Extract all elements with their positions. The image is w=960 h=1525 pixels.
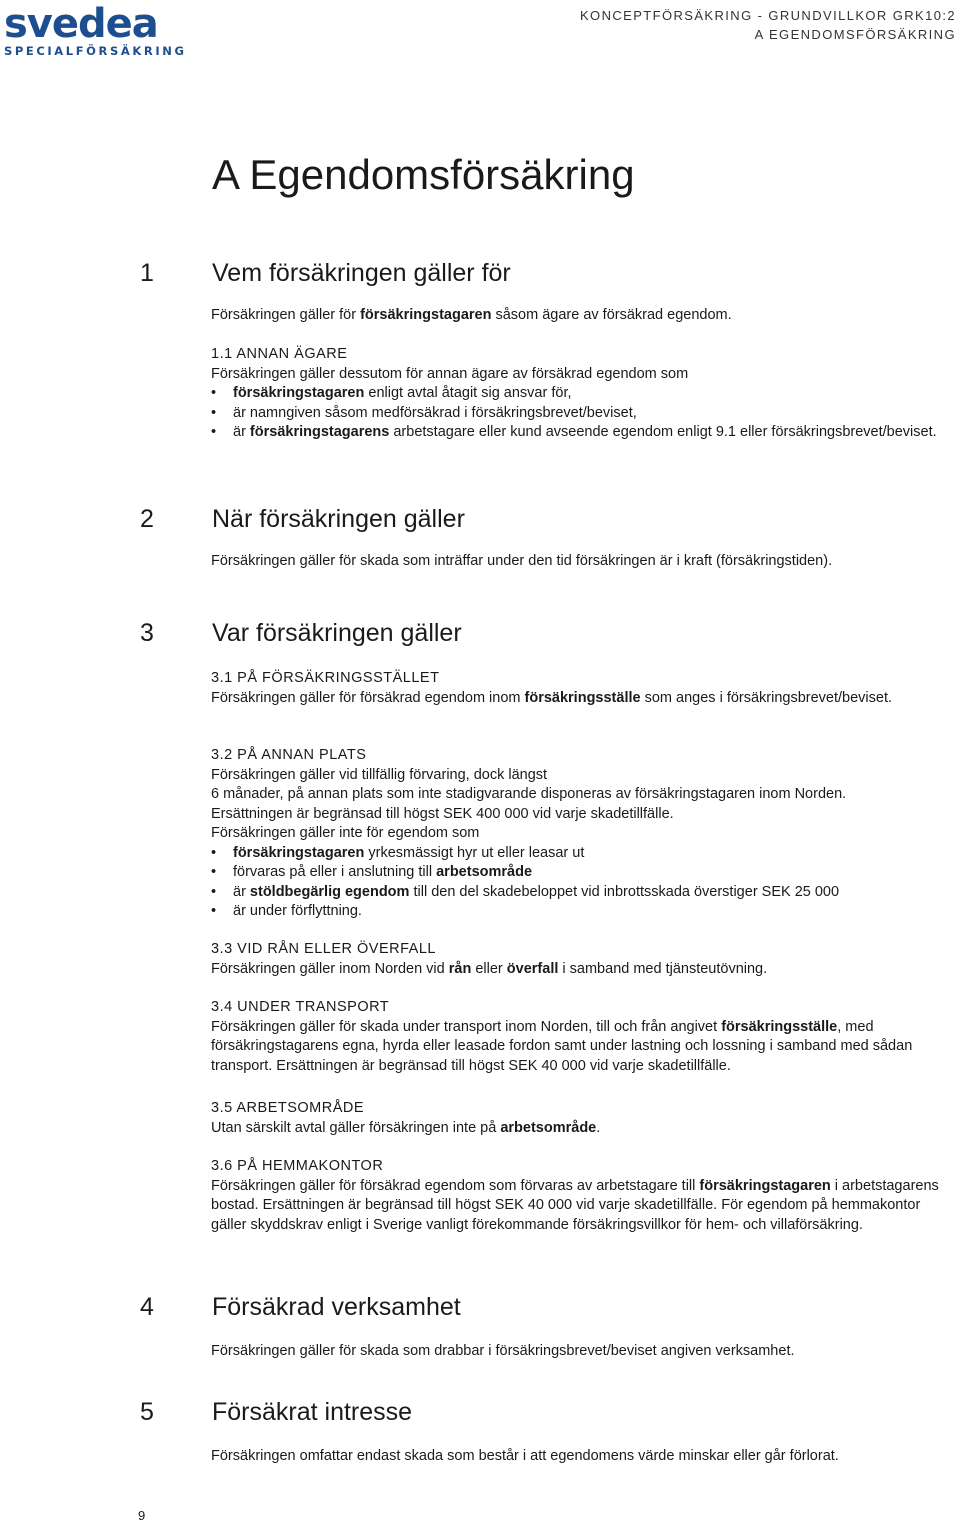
list-item: • är namngiven såsom medförsäkrad i försäkringsbrevet/beviset, <box>211 404 951 424</box>
section-title: Försäkrat intresse <box>212 1398 413 1426</box>
paragraph: Försäkringen gäller vid tillfällig förvaring, dock längst <box>211 766 548 783</box>
section-5-text: Försäkringen omfattar endast skada som består i att egendomens värde minskar eller går förlorat. <box>211 1448 839 1464</box>
section-4-text: Försäkringen gäller för skada som drabbar i försäkringsbrevet/beviset angiven verksamhet. <box>211 1343 795 1359</box>
list-item: • försäkringstagaren enligt avtal åtagit sig ansvar för, <box>211 384 951 404</box>
logo-tagline: SPECIALFÖRSÄKRING <box>4 44 187 58</box>
subsection-heading: 3.5 ARBETSOMRÅDE <box>211 1100 365 1116</box>
section-title: Försäkrad verksamhet <box>212 1293 461 1321</box>
subsection-heading: 3.3 VID RÅN ELLER ÖVERFALL <box>211 941 436 957</box>
section-5-heading <box>0 1395 960 1429</box>
section-1-intro: Försäkringen gäller för försäkringstagaren såsom ägare av försäkrad egendom. <box>211 307 732 323</box>
section-4-heading <box>0 1290 960 1324</box>
paragraph: Försäkringen gäller inom Norden vid rån eller överfall i samband med tjänsteutövning. <box>211 960 768 977</box>
paragraph: 6 månader, på annan plats som inte stadigvarande disponeras av försäkringstagaren inom Norden. <box>211 786 847 802</box>
list-item: • försäkringstagaren yrkesmässigt hyr ut eller leasar ut <box>211 844 951 864</box>
subsection-1-1 <box>211 345 951 443</box>
svedea-logo <box>4 1 187 58</box>
section-title: Var försäkringen gäller <box>212 619 462 647</box>
paragraph: Försäkringen gäller för försäkrad egendom som förvaras av arbetstagare till försäkringstagaren i arbetstagarens bostad. Ersättningen är begränsad till högst SEK 40 000 vid varje skadetillfälle. För egendom på hemmakontor gäller skyddskrav enligt i Sverige vanligt förekommande försäkringsvillkor för hem- och villaförsäkring. <box>211 1177 939 1233</box>
subsection-3-1 <box>211 669 951 708</box>
bullet-list <box>211 844 951 922</box>
paragraph: Försäkringen gäller för skada under transport inom Norden, till och från angivet försäkringsställe, med försäkringstagarens egna, hyrda eller leasade fordon samt under lastning och lossning i samband med sådan transport. Ersättningen är begränsad till högst SEK 40 000 vid varje skadetillfälle. <box>211 1018 913 1074</box>
list-item: • är försäkringstagarens arbetstagare eller kund avseende egendom enligt 9.1 eller försäkringsbrevet/beviset. <box>211 423 951 443</box>
paragraph: Försäkringen gäller inte för egendom som <box>211 825 480 841</box>
section-number: 1 <box>140 259 154 287</box>
subsection-3-6 <box>211 1157 951 1235</box>
subsection-heading: 3.1 PÅ FÖRSÄKRINGSSTÄLLET <box>211 670 440 686</box>
paragraph: Ersättningen är begränsad till högst SEK 400 000 vid varje skadetillfälle. <box>211 805 674 822</box>
paragraph: Försäkringen gäller för försäkrad egendom inom försäkringsställe som anges i försäkringsbrevet/beviset. <box>211 689 893 706</box>
logo-wordmark: svedea <box>4 1 158 47</box>
section-3-heading <box>0 616 960 650</box>
paragraph: Utan särskilt avtal gäller försäkringen inte på arbetsområde. <box>211 1119 601 1136</box>
list-item: • är under förflyttning. <box>211 902 951 922</box>
running-header <box>580 6 956 44</box>
subsection-3-2 <box>211 746 951 922</box>
section-number: 2 <box>140 505 154 533</box>
section-2-text: Försäkringen gäller för skada som inträffar under den tid försäkringen är i kraft (försäkringstiden). <box>211 553 833 569</box>
header-line-1: KONCEPTFÖRSÄKRING - GRUNDVILLKOR GRK10:2 <box>579 8 956 23</box>
list-item: • förvaras på eller i anslutning till arbetsområde <box>211 863 951 883</box>
bullet-list <box>211 384 951 443</box>
section-number: 3 <box>140 619 154 647</box>
subsection-heading: 1.1 ANNAN ÄGARE <box>211 346 348 362</box>
subsection-3-3 <box>211 940 951 979</box>
subsection-heading: 3.4 UNDER TRANSPORT <box>211 999 390 1015</box>
page-title: A Egendomsförsäkring <box>212 151 635 198</box>
subsection-3-5 <box>211 1099 951 1138</box>
section-number: 4 <box>140 1293 154 1321</box>
subsection-heading: 3.6 PÅ HEMMAKONTOR <box>211 1158 384 1174</box>
section-title: När försäkringen gäller <box>212 505 465 533</box>
section-1-heading <box>0 256 960 290</box>
subsection-3-4 <box>211 998 951 1076</box>
subsection-heading: 3.2 PÅ ANNAN PLATS <box>211 747 367 763</box>
header-line-2: A EGENDOMSFÖRSÄKRING <box>754 27 956 42</box>
list-item: • är stöldbegärlig egendom till den del skadebeloppet vid inbrottsskada överstiger SEK 25 000 <box>211 883 951 903</box>
section-2-heading <box>0 502 960 536</box>
paragraph: Försäkringen gäller dessutom för annan ägare av försäkrad egendom som <box>211 365 689 382</box>
page-number: 9 <box>138 1508 146 1523</box>
section-title: Vem försäkringen gäller för <box>212 259 511 287</box>
section-number: 5 <box>140 1398 154 1426</box>
defined-term: försäkringstagaren <box>360 307 492 323</box>
